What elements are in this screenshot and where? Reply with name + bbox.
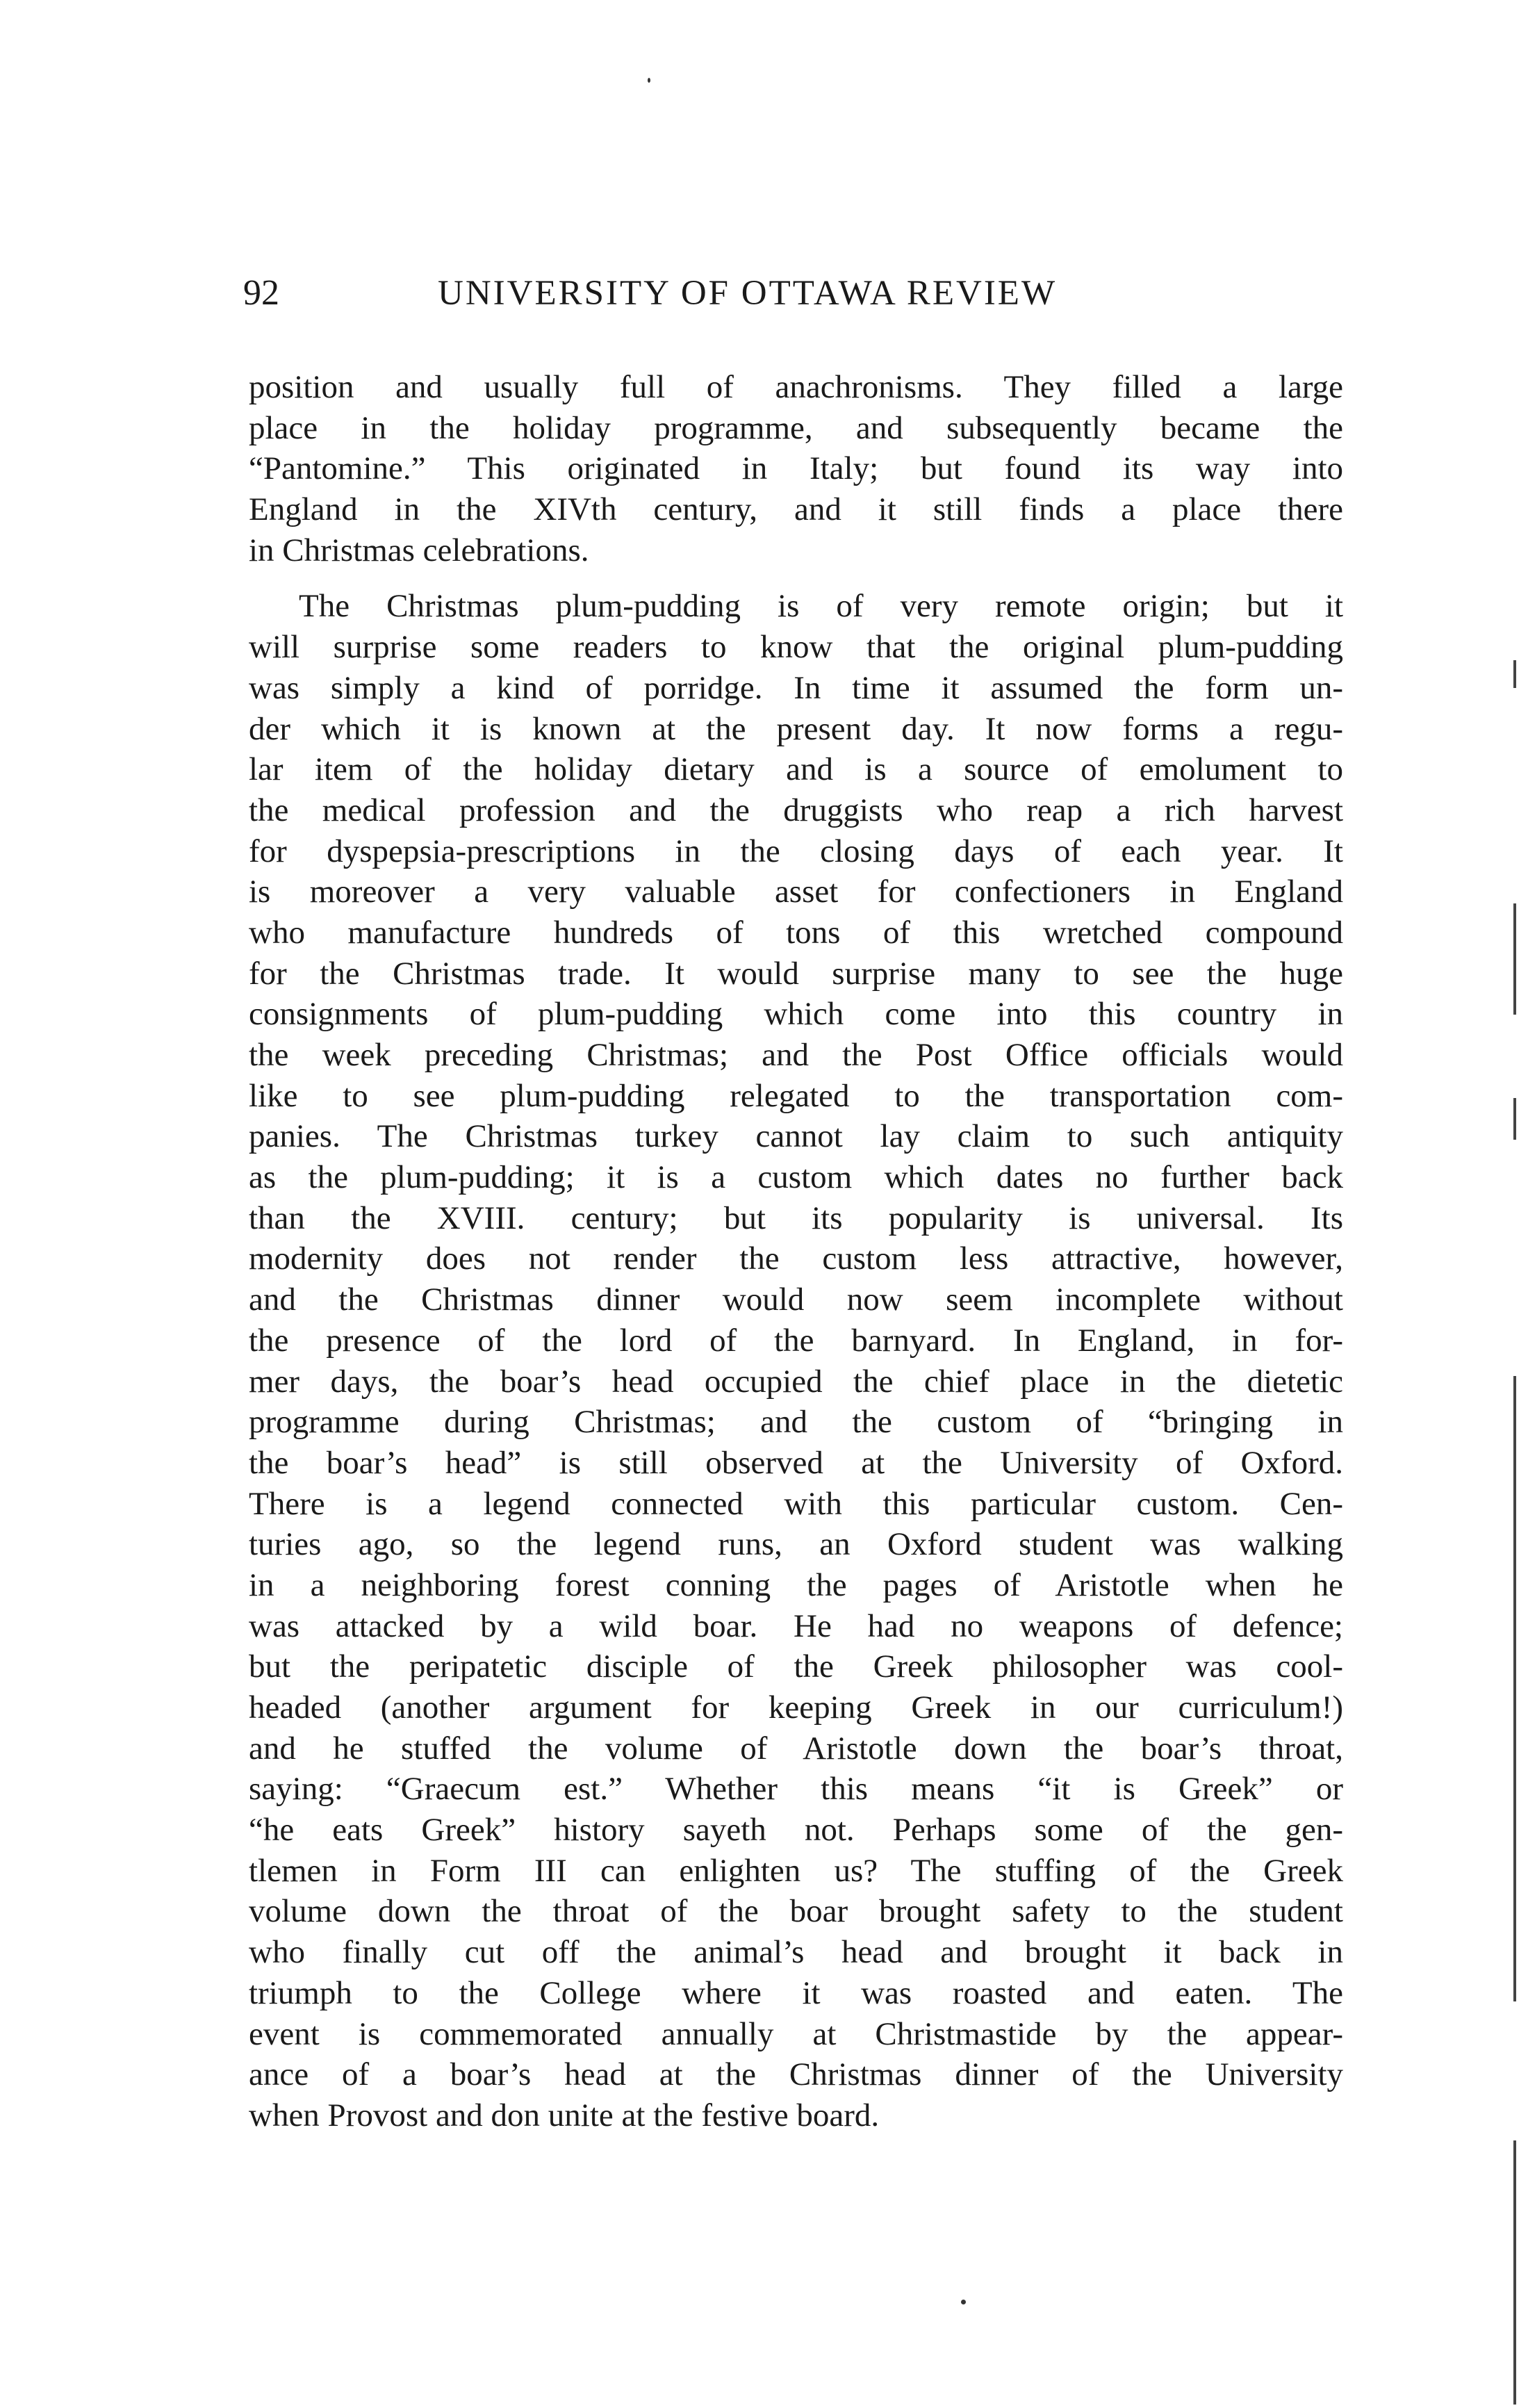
text-line: panies. The Christmas turkey cannot lay claim to such antiquity xyxy=(249,1118,1343,1155)
text-line: for dyspepsia-prescriptions in the closing days of each year. It xyxy=(249,833,1343,869)
text-line: turies ago, so the legend runs, an Oxford student was walking xyxy=(249,1526,1343,1563)
text-line: event is commemorated annually at Christmastide by the appear- xyxy=(249,2015,1343,2052)
text-line: the presence of the lord of the barnyard. In England, in for- xyxy=(249,1322,1343,1359)
text-line: than the XVIII. century; but its popularity is universal. Its xyxy=(249,1199,1343,1236)
text-line: the boar’s head” is still observed at the University of Oxford. xyxy=(249,1444,1343,1481)
scan-edge-mark xyxy=(1513,903,1516,1015)
text-line: lar item of the holiday dietary and is a source of emolument to xyxy=(249,751,1343,788)
text-line: for the Christmas trade. It would surprise many to see the huge xyxy=(249,955,1343,992)
text-line: position and usually full of anachronisms. They filled a large xyxy=(249,369,1343,405)
text-line: but the peripatetic disciple of the Greek philosopher was cool- xyxy=(249,1648,1343,1685)
text-line: like to see plum-pudding relegated to the transportation com- xyxy=(249,1077,1343,1114)
text-line: tlemen in Form III can enlighten us? The stuffing of the Greek xyxy=(249,1852,1343,1889)
text-line: “he eats Greek” history sayeth not. Perhaps some of the gen- xyxy=(249,1812,1343,1849)
scan-speck xyxy=(648,78,650,83)
text-line: “Pantomine.” This originated in Italy; but found its way into xyxy=(249,450,1343,487)
running-title: UNIVERSITY OF OTTAWA REVIEW xyxy=(438,274,1058,313)
text-line: in Christmas celebrations. xyxy=(249,532,589,568)
text-line: saying: “Graecum est.” Whether this means “it is Greek” or xyxy=(249,1771,1343,1808)
page-number: 92 xyxy=(243,273,279,313)
text-line: was simply a kind of porridge. In time it assumed the form un- xyxy=(249,669,1343,706)
text-line: and the Christmas dinner would now seem incomplete without xyxy=(249,1281,1343,1318)
text-line: who finally cut off the animal’s head and brought it back in xyxy=(249,1934,1343,1971)
text-line: will surprise some readers to know that the original plum-pudding xyxy=(249,629,1343,666)
text-line: in a neighboring forest conning the pages of Aristotle when he xyxy=(249,1566,1343,1603)
text-line: modernity does not render the custom less attractive, however, xyxy=(249,1240,1343,1277)
scan-speck xyxy=(961,2300,966,2304)
text-line: the week preceding Christmas; and the Post Office officials would xyxy=(249,1037,1343,1073)
page-header xyxy=(243,265,1348,321)
paragraph-1 xyxy=(249,367,1343,571)
text-line: The Christmas plum-pudding is of very remote origin; but it xyxy=(299,588,1343,625)
text-line: as the plum-pudding; it is a custom which dates no further back xyxy=(249,1159,1343,1196)
text-line: and he stuffed the volume of Aristotle down the boar’s throat, xyxy=(249,1730,1343,1767)
text-line: place in the holiday programme, and subsequently became the xyxy=(249,409,1343,446)
paragraph-2 xyxy=(249,586,1343,2136)
text-line: the medical profession and the druggists who reap a rich harvest xyxy=(249,792,1343,828)
text-line: triumph to the College where it was roasted and eaten. The xyxy=(249,1974,1343,2011)
text-line: was attacked by a wild boar. He had no weapons of defence; xyxy=(249,1607,1343,1644)
scan-edge-mark xyxy=(1513,1098,1516,1140)
text-line: der which it is known at the present day. It now forms a regu- xyxy=(249,710,1343,747)
scan-edge-mark xyxy=(1513,1376,1516,2001)
scan-edge-mark xyxy=(1513,660,1516,688)
text-line: volume down the throat of the boar brought safety to the student xyxy=(249,1893,1343,1930)
text-line: is moreover a very valuable asset for confectioners in England xyxy=(249,874,1343,910)
text-line: England in the XIVth century, and it still finds a place there xyxy=(249,491,1343,528)
text-line: headed (another argument for keeping Greek in our curriculum!) xyxy=(249,1689,1343,1726)
text-line: There is a legend connected with this particular custom. Cen- xyxy=(249,1485,1343,1522)
article-body xyxy=(249,367,1343,2136)
text-line: when Provost and don unite at the festive board. xyxy=(249,2097,880,2133)
text-line: mer days, the boar’s head occupied the chief place in the dietetic xyxy=(249,1363,1343,1400)
text-line: programme during Christmas; and the custom of “bringing in xyxy=(249,1404,1343,1441)
paragraph-gap xyxy=(249,571,1343,586)
scan-edge-mark xyxy=(1513,2140,1516,2405)
text-line: who manufacture hundreds of tons of this wretched compound xyxy=(249,914,1343,951)
text-line: ance of a boar’s head at the Christmas dinner of the University xyxy=(249,2056,1343,2093)
text-line: consignments of plum-pudding which come into this country in xyxy=(249,996,1343,1033)
